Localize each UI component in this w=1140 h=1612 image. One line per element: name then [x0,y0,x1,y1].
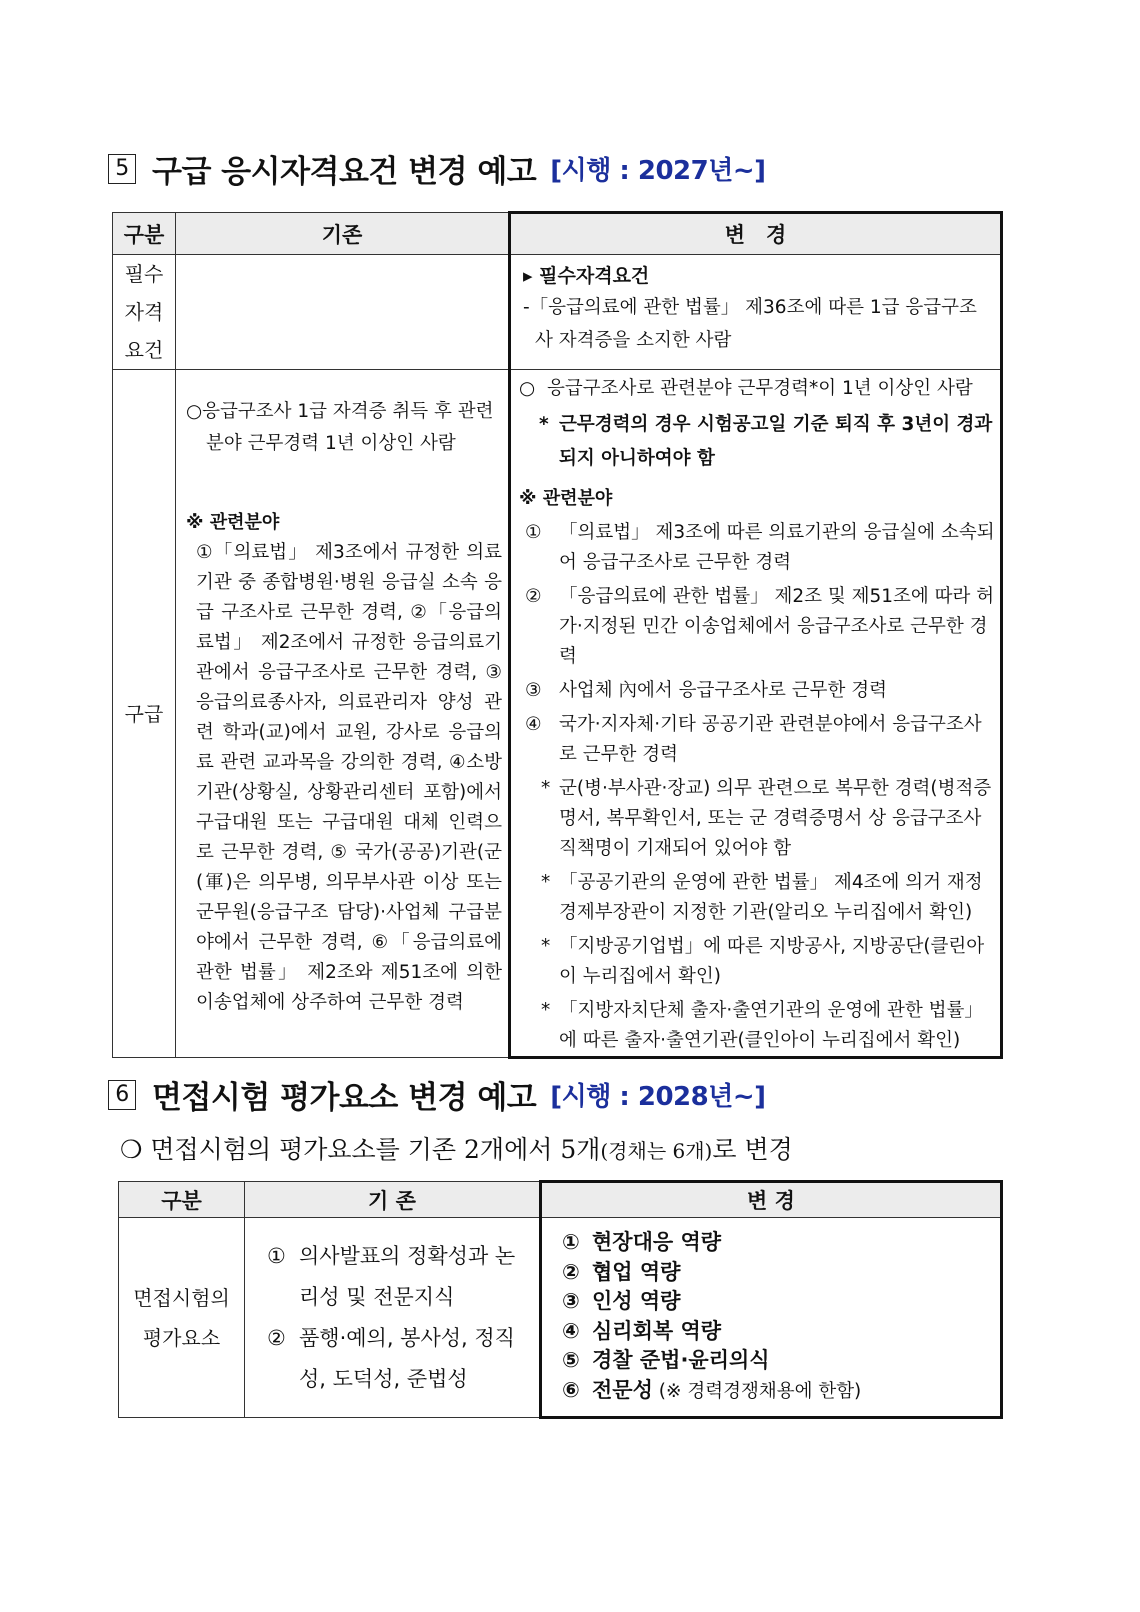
s6-old-item-mark: ② [267,1326,286,1350]
old-field-head: ※ 관련분야 [186,512,280,533]
new-field-note [519,996,996,1056]
s6-header-new: 변 경 [541,1182,1002,1218]
section6-table [118,1180,1003,1419]
new-field-item-mark: ① [525,522,542,543]
s6-new-item [562,1258,1000,1288]
s6-old-item-mark: ① [267,1244,286,1268]
s6-header-old: 기 존 [245,1182,541,1218]
s6-new-item-mark: ④ [562,1318,580,1343]
required-heading: ▸ 필수자격요건 [523,265,650,287]
header-new: 변 경 [510,213,1002,255]
new-field-note-text: 군(병·부사관·장교) 의무 관련으로 복무한 경력(병적증명서, 복무확인서, 또는 군 경력증명서 상 응급구조사 직책명이 기재되어 있어야 함 [559,778,992,859]
s6-new-item-text: 전문성 [592,1377,653,1402]
s6-new-item-mark: ⑤ [562,1348,580,1372]
s6-new-item-mark: ② [562,1259,580,1284]
s6-new-item-text: 인성 역량 [592,1289,681,1313]
new-field-item [519,676,996,706]
s6-new-item [562,1346,1000,1376]
row-ems-cat: 구급 [113,370,176,1058]
s6-new-items [541,1218,1002,1418]
new-field-item-mark: ④ [525,714,542,735]
row-required-new [510,255,1002,370]
new-field-item [519,582,996,672]
new-field-note-mark: * [541,872,551,893]
new-field-note-text: 「지방공기업법」에 따른 지방공사, 지방공단(클린아이 누리집에서 확인) [559,936,985,987]
section6-intro: ❍ 면접시험의 평가요소를 기존 2개에서 5개(경채는 6개)로 변경 [120,1135,793,1164]
s6-new-item [562,1376,1000,1407]
section6-title [108,1072,766,1117]
s6-old-items [245,1218,541,1418]
row-required-cat: 필수 자격 요건 [113,255,176,370]
header-old: 기존 [176,213,510,255]
s6-old-item [267,1236,535,1318]
new-field-note-mark: * [541,936,551,957]
section5-number: 5 [108,154,136,184]
new-field-notes [519,774,996,1056]
section6-effective: [시행 : 2028년~] [550,1082,766,1112]
old-main: ○응급구조사 1급 자격증 취득 후 관련분야 근무경력 1년 이상인 사람 [186,401,494,454]
new-field-item-text: 사업체 內에서 응급구조사로 근무한 경력 [559,680,887,701]
section5-heading: 구급 응시자격요건 변경 예고 [152,154,537,190]
s6-old-item-text: 품행·예의, 봉사성, 정직성, 도덕성, 준법성 [299,1326,515,1391]
new-field-items [519,518,996,770]
s6-new-item-text: 심리회복 역량 [592,1318,722,1343]
new-field-note-text: 「지방자치단체 출자·출연기관의 운영에 관한 법률」 에 따른 출자·출연기관(클인아이 누리집에서 확인) [559,1000,983,1051]
new-field-note-text: 「공공기관의 운영에 관한 법률」 제4조에 의거 재정경제부장관이 지정한 기관(알리오 누리집에서 확인) [559,872,983,923]
s6-new-item-mark: ⑥ [562,1377,580,1402]
new-field-item-text: 국가·지자체·기타 공공기관 관련분야에서 응급구조사로 근무한 경력 [559,714,982,765]
s6-new-item-mark: ① [562,1230,580,1254]
row-ems-new [510,370,1002,1058]
s6-old-item-text: 의사발표의 정확성과 논리성 및 전문지식 [299,1244,516,1309]
new-field-item [519,518,996,578]
new-field-item-text: 「응급의료에 관한 법률」 제2조 및 제51조에 따라 허가·지정된 민간 이송업체에서 응급구조사로 근무한 경력 [559,586,995,667]
section6-number: 6 [108,1080,136,1110]
s6-new-item-text: 현장대응 역량 [592,1230,722,1254]
s6-new-item [562,1317,1000,1347]
new-field-note-mark: * [541,1000,551,1021]
new-field-note [519,774,996,864]
row-ems-old [176,370,510,1058]
section5-title [108,146,766,191]
new-field-item [519,710,996,770]
s6-new-item-text: 협업 역량 [592,1259,681,1284]
circle-mark: ○ [519,378,536,399]
new-main: ○ 응급구조사로 관련분야 근무경력*이 1년 이상인 사람 [519,374,996,404]
header-cat: 구분 [113,213,176,255]
s6-new-item [562,1228,1000,1258]
new-field-item-mark: ③ [525,680,542,701]
new-field-head: ※ 관련분야 [519,488,613,509]
section5-table [112,211,1003,1059]
new-field-item-text: 「의료법」 제3조에 따른 의료기관의 응급실에 소속되어 응급구조사로 근무한 경력 [559,522,995,573]
s6-new-item-text: 경찰 준법·윤리의식 [592,1348,770,1372]
s6-old-item [267,1318,535,1400]
s6-new-item-note: (※ 경력경쟁채용에 한함) [652,1380,862,1402]
s6-header-cat: 구분 [119,1182,245,1218]
s6-new-item [562,1287,1000,1317]
section6-heading: 면접시험 평가요소 변경 예고 [152,1080,537,1116]
new-field-item-mark: ② [525,586,542,607]
required-body: -「응급의료에 관한 법률」 제36조에 따른 1급 응급구조사 자격증을 소지한 사람 [523,297,977,351]
row-required-old [176,255,510,370]
new-field-note-mark: * [541,778,551,799]
new-field-note [519,932,996,992]
new-note: * 근무경력의 경우 시험공고일 기준 퇴직 후 3년이 경과되지 아니하여야 함 [539,414,993,469]
old-field-body: ①「의료법」 제3조에서 규정한 의료기관 중 종합병원·병원 응급실 소속 응급 구조사로 근무한 경력, ②「응급의료법」 제2조에서 규정한 응급의료기관에서 응급구조사로 근무한 경력, ③응급의료종사자, 의료관리자 양성 관련 학과(교)에서 교원, 강사로 응급의료 관련 교과목을 강의한 경력, ④소방기관(상황실, 상황관리센터 포함)에서 구급대원 또는 구급대원 대체 인력으로 근무한 경력, ⑤ 국가(공공)기관(군(軍)은 의무병, 의무부사관 이상 또는 군무원(응급구조 담당)·사업체 구급분야에서 근무한 경력, ⑥「응급의료에 관한 법률」 제2조와 제51조에 의한 이송업체에 상주하여 근무한 경력 [196,542,502,1013]
s6-new-item-mark: ③ [562,1289,580,1313]
new-field-note [519,868,996,928]
s6-cat: 면접시험의 평가요소 [119,1218,245,1418]
intro-mark: ❍ [120,1135,143,1164]
section5-effective: [시행 : 2027년~] [550,156,766,186]
